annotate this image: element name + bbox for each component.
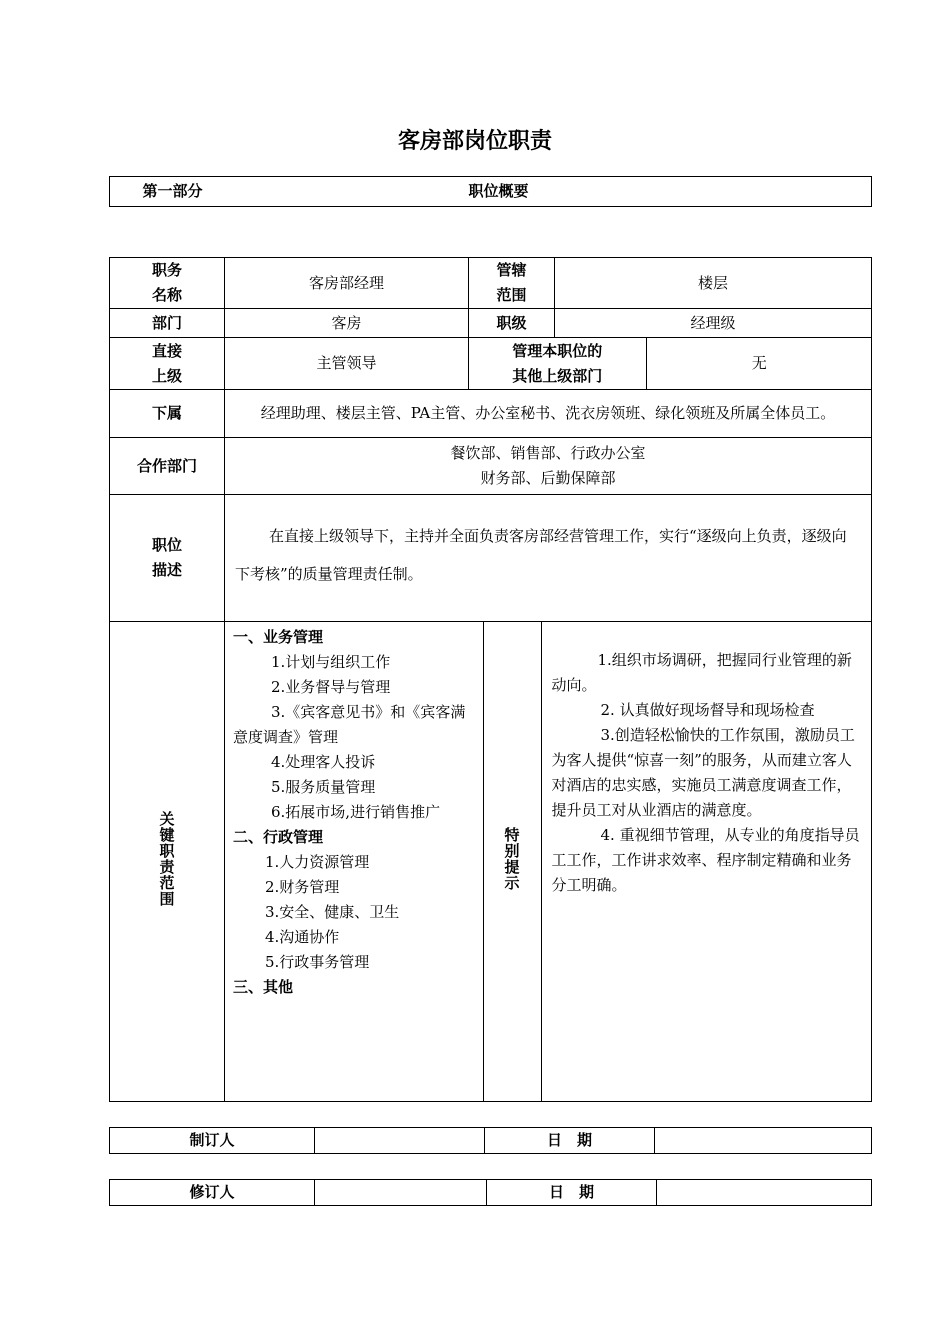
part-name: 职位概要: [468, 181, 529, 200]
description-label: 职位 描述: [110, 495, 225, 622]
reviser-label: 修订人: [110, 1180, 315, 1206]
duties-item: 2.业务督导与管理: [271, 678, 391, 696]
signer-label: 制订人: [110, 1128, 315, 1154]
special-notes-label: 特别提示: [504, 826, 520, 892]
grade-value: 经理级: [555, 309, 872, 338]
other-superior-value: 无: [646, 338, 872, 389]
job-title-value: 客房部经理: [225, 258, 469, 309]
page-title: 客房部岗位职责: [397, 129, 552, 154]
duties-section-heading: 一、业务管理: [233, 628, 324, 646]
duties-item: 4.沟通协作: [265, 928, 340, 946]
signer-table: [109, 1127, 872, 1154]
signer-date-label: 日 期: [485, 1128, 655, 1154]
duties-item: 1.计划与组织工作: [271, 653, 391, 671]
signer-value: [315, 1128, 485, 1154]
department-value: 客房: [225, 309, 469, 338]
special-note-item: 3.创造轻松愉快的工作氛围，激励员工为客人提供“惊喜一刻”的服务，从而建立客人对酒店的忠实感，实施员工满意度调查工作，提升员工对从业酒店的满意度。: [551, 726, 855, 819]
special-notes-list: [541, 622, 871, 1101]
special-note-item: 1.组织市场调研，把握同行业管理的新动向。: [551, 651, 852, 694]
duties-item: 5.服务质量管理: [271, 778, 376, 796]
direct-superior-value: 主管领导: [225, 338, 469, 390]
special-note-item: 2. 认真做好现场督导和现场检查: [600, 701, 815, 719]
reviser-table: [109, 1179, 872, 1206]
key-duties-label-cell: [110, 622, 225, 1102]
duties-item: 6.拓展市场,进行销售推广: [271, 803, 441, 821]
job-summary-table: [109, 257, 872, 1102]
description-text: 在直接上级领导下，主持并全面负责客房部经营管理工作，实行“逐级向上负责，逐级向下考核”的质量管理责任制。: [235, 527, 847, 583]
part-header-table: [109, 176, 872, 207]
other-superior-label: 管理本职位的 其他上级部门: [512, 341, 603, 385]
special-notes-label-cell: [483, 622, 541, 1101]
duties-and-notes-cell: [225, 622, 872, 1102]
reviser-date-label: 日 期: [487, 1180, 657, 1206]
signer-date-value: [655, 1128, 872, 1154]
scope-value: 楼层: [555, 258, 872, 309]
department-label: 部门: [110, 309, 225, 338]
reviser-value: [315, 1180, 487, 1206]
part-header-cell: [110, 177, 872, 207]
cooperation-value: [225, 438, 872, 495]
duties-item: 3.《宾客意见书》和《宾客满意度调查》管理: [233, 703, 466, 746]
duties-section-heading: 三、其他: [233, 978, 294, 996]
other-superior-cell: [469, 338, 872, 390]
subordinates-value: 经理助理、楼层主管、PA主管、办公室秘书、洗衣房领班、绿化领班及所属全体员工。: [225, 390, 872, 438]
key-duties-label: 关键职责范围: [159, 810, 175, 908]
duties-item: 2.财务管理: [265, 878, 340, 896]
special-note-item: 4. 重视细节管理，从专业的角度指导员工工作，工作讲求效率、程序制定精确和业务分工明确。: [551, 826, 860, 894]
cooperation-line-2: 财务部、后勤保障部: [480, 469, 616, 487]
duties-item: 4.处理客人投诉: [271, 753, 376, 771]
part-label: 第一部分: [142, 181, 203, 200]
cooperation-label: 合作部门: [110, 438, 225, 495]
key-duties-list: [225, 622, 483, 1101]
subordinates-label: 下属: [110, 390, 225, 438]
duties-section-heading: 二、行政管理: [233, 828, 324, 846]
direct-superior-label: 直接 上级: [110, 338, 225, 390]
cooperation-line-1: 餐饮部、销售部、行政办公室: [450, 444, 646, 462]
duties-item: 3.安全、健康、卫生: [265, 903, 400, 921]
grade-label: 职级: [469, 309, 555, 338]
duties-item: 1.人力资源管理: [265, 853, 370, 871]
reviser-date-value: [657, 1180, 872, 1206]
scope-label: 管辖 范围: [469, 258, 555, 309]
description-text-cell: [225, 495, 872, 622]
job-title-label: 职务 名称: [110, 258, 225, 309]
duties-item: 5.行政事务管理: [265, 953, 370, 971]
